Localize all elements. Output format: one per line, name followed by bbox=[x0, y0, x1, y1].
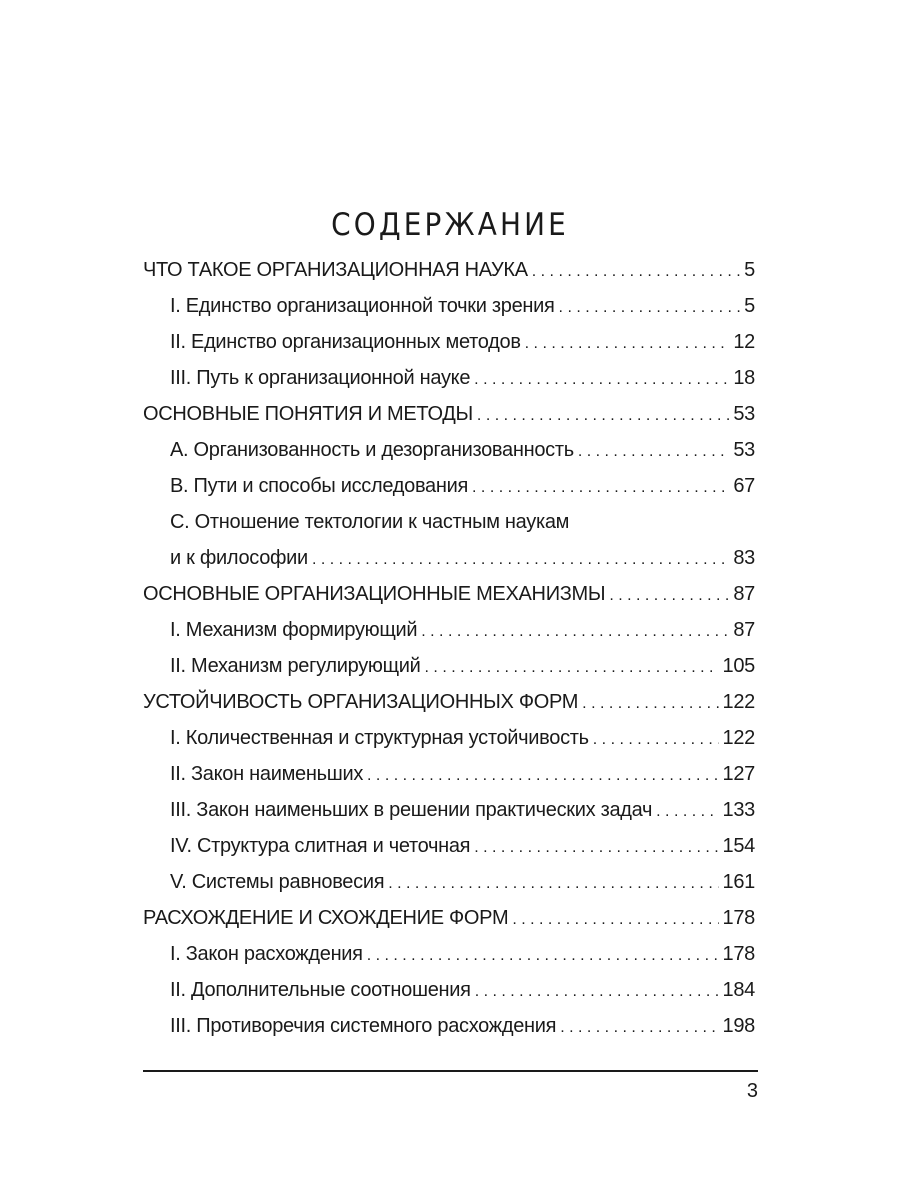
dot-leader bbox=[560, 1010, 718, 1046]
dot-leader bbox=[593, 722, 719, 758]
toc-subentry bbox=[143, 972, 755, 1008]
toc-entry-page: 67 bbox=[733, 475, 755, 497]
toc-entry-label: РАСХОЖДЕНИЕ И СХОЖДЕНИЕ ФОРМ bbox=[143, 907, 509, 929]
dot-leader bbox=[475, 974, 719, 1010]
page-title: СОДЕРЖАНИЕ bbox=[331, 206, 569, 243]
toc-entry-label: I. Единство организационной точки зрения bbox=[170, 295, 555, 317]
toc-subentry bbox=[143, 360, 755, 396]
dot-leader bbox=[532, 254, 740, 290]
toc-entry-label: В. Пути и способы исследования bbox=[170, 475, 469, 497]
toc-entry-label: I. Механизм формирующий bbox=[170, 619, 418, 641]
toc-subentry bbox=[143, 1008, 755, 1044]
table-of-contents bbox=[143, 252, 755, 1044]
footer-divider bbox=[143, 1070, 758, 1072]
dot-leader bbox=[525, 326, 730, 362]
toc-entry-page: 87 bbox=[733, 619, 755, 641]
dot-leader bbox=[474, 830, 718, 866]
toc-entry-label: III. Противоречия системного расхождения bbox=[170, 1015, 557, 1037]
toc-subentry bbox=[143, 648, 755, 684]
toc-entry-label: I. Закон расхождения bbox=[170, 943, 363, 965]
toc-subentry bbox=[143, 936, 755, 972]
toc-entry-label: II. Закон наименьших bbox=[170, 763, 364, 785]
toc-subentry bbox=[143, 864, 755, 900]
toc-entry-page: 12 bbox=[733, 331, 755, 353]
toc-entry-label: IV. Структура слитная и четочная bbox=[170, 835, 471, 857]
toc-subentry bbox=[143, 720, 755, 756]
toc-entry-page: 154 bbox=[722, 835, 755, 857]
toc-subentry bbox=[143, 828, 755, 864]
toc-subentry bbox=[143, 756, 755, 792]
toc-section bbox=[143, 900, 755, 936]
toc-entry-page: 87 bbox=[733, 583, 755, 605]
toc-subentry bbox=[143, 288, 755, 324]
toc-entry-label: УСТОЙЧИВОСТЬ ОРГАНИЗАЦИОННЫХ ФОРМ bbox=[143, 691, 579, 713]
toc-subentry bbox=[143, 504, 755, 540]
toc-entry-label: III. Закон наименьших в решении практических задач bbox=[170, 799, 653, 821]
dot-leader bbox=[656, 794, 718, 830]
dot-leader bbox=[559, 290, 741, 326]
toc-section bbox=[143, 252, 755, 288]
toc-entry-page: 53 bbox=[733, 439, 755, 461]
toc-entry-page: 184 bbox=[722, 979, 755, 1001]
toc-entry-page: 127 bbox=[722, 763, 755, 785]
dot-leader bbox=[578, 434, 730, 470]
toc-entry-label: ОСНОВНЫЕ ОРГАНИЗАЦИОННЫЕ МЕХАНИЗМЫ bbox=[143, 583, 606, 605]
toc-entry-page: 178 bbox=[722, 907, 755, 929]
toc-entry-label: II. Механизм регулирующий bbox=[170, 655, 421, 677]
dot-leader bbox=[425, 650, 719, 686]
toc-subentry bbox=[143, 540, 755, 576]
toc-entry-page: 133 bbox=[722, 799, 755, 821]
toc-entry-label: II. Дополнительные соотношения bbox=[170, 979, 471, 1001]
toc-entry-label: ЧТО ТАКОЕ ОРГАНИЗАЦИОННАЯ НАУКА bbox=[143, 259, 528, 281]
toc-entry-page: 198 bbox=[722, 1015, 755, 1037]
dot-leader bbox=[582, 686, 718, 722]
toc-entry-label: ОСНОВНЫЕ ПОНЯТИЯ И МЕТОДЫ bbox=[143, 403, 473, 425]
toc-subentry bbox=[143, 432, 755, 468]
toc-entry-page: 178 bbox=[722, 943, 755, 965]
toc-subentry bbox=[143, 324, 755, 360]
toc-entry-page: 5 bbox=[744, 259, 755, 281]
dot-leader bbox=[609, 578, 729, 614]
dot-leader bbox=[367, 758, 718, 794]
toc-subentry bbox=[143, 468, 755, 504]
page-number: 3 bbox=[746, 1080, 758, 1102]
toc-entry-page: 122 bbox=[722, 727, 755, 749]
toc-section bbox=[143, 396, 755, 432]
dot-leader bbox=[421, 614, 729, 650]
toc-subentry bbox=[143, 792, 755, 828]
dot-leader bbox=[388, 866, 718, 902]
dot-leader bbox=[312, 542, 729, 578]
toc-section bbox=[143, 684, 755, 720]
toc-entry-page: 53 bbox=[733, 403, 755, 425]
dot-leader bbox=[474, 362, 729, 398]
toc-section bbox=[143, 576, 755, 612]
toc-entry-page: 122 bbox=[722, 691, 755, 713]
toc-entry-label: и к философии bbox=[170, 547, 308, 569]
toc-subentry bbox=[143, 612, 755, 648]
dot-leader bbox=[477, 398, 729, 434]
toc-entry-page: 18 bbox=[733, 367, 755, 389]
toc-entry-page: 5 bbox=[744, 295, 755, 317]
toc-entry-label: III. Путь к организационной науке bbox=[170, 367, 471, 389]
toc-entry-label: I. Количественная и структурная устойчивость bbox=[170, 727, 589, 749]
dot-leader bbox=[472, 470, 729, 506]
toc-entry-page: 83 bbox=[733, 547, 755, 569]
toc-entry-page: 161 bbox=[722, 871, 755, 893]
dot-leader bbox=[367, 938, 719, 974]
dot-leader bbox=[512, 902, 718, 938]
toc-entry-label: С. Отношение тектологии к частным наукам bbox=[170, 511, 570, 533]
toc-entry-page: 105 bbox=[722, 655, 755, 677]
toc-entry-label: А. Организованность и дезорганизованность bbox=[170, 439, 574, 461]
toc-entry-label: V. Системы равновесия bbox=[170, 871, 385, 893]
toc-entry-label: II. Единство организационных методов bbox=[170, 331, 521, 353]
